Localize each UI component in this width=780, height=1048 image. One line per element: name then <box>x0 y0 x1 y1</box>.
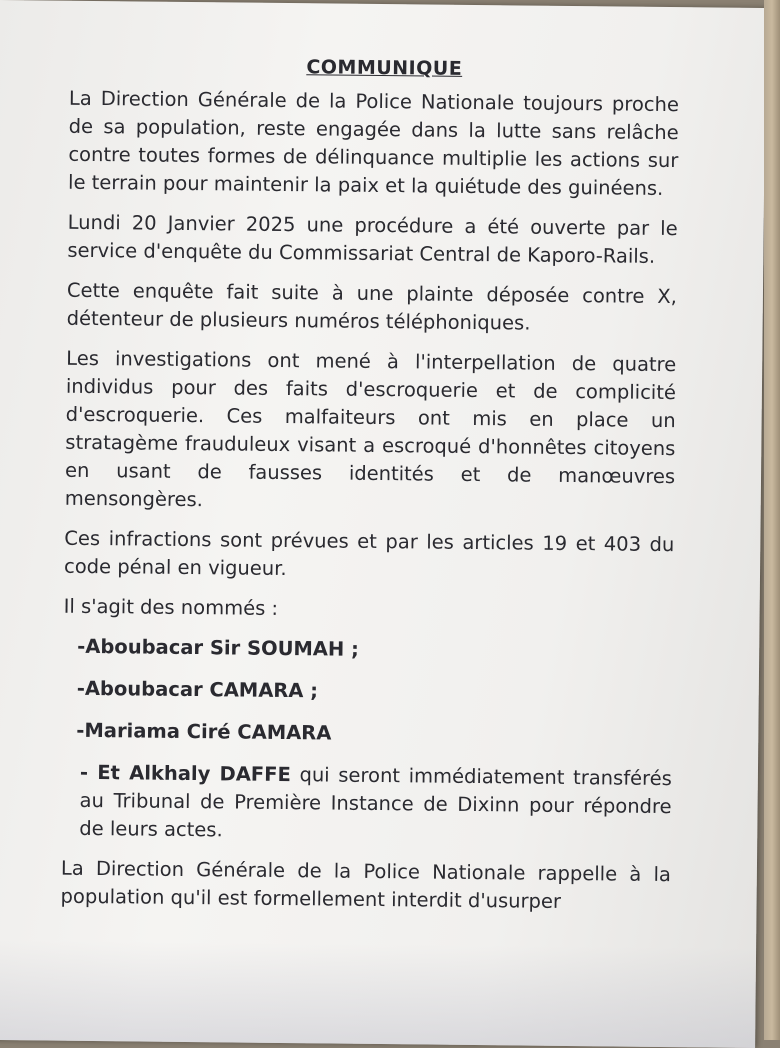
paragraph-investigation: Les investigations ont mené à l'interpellation de quatre individus pour des faits d'escroquerie et de complicité d'escroquerie. Ces malfaiteurs ont mis en place un stratagème frauduleux visant a escroqué d'honnêtes citoyens en usant de fausses identités et de manœuvres mensongères. <box>64 346 677 512</box>
document-title: COMMUNIQUE <box>306 56 463 80</box>
paragraph-intro: La Direction Générale de la Police Nationale toujours proche de sa population, reste engagée dans la lutte sans relâche contre toutes formes de délinquance multiplie les actions sur le terrain pour maintenir la paix et la quiétude des guinéens. <box>67 86 680 200</box>
suspect-1: -Aboubacar Sir SOUMAH ; <box>77 634 359 661</box>
suspect-2: -Aboubacar CAMARA ; <box>76 676 319 703</box>
suspect-4: - Et Alkhaly DAFFE <box>79 760 291 787</box>
paragraph-procedure: Lundi 20 Janvier 2025 une procédure a été ouverte par le service d'enquête du Commissariat Central de Kaporo-Rails. <box>67 210 678 268</box>
background-edge <box>764 0 780 1040</box>
suspect-3: -Mariama Ciré CAMARA <box>76 718 332 745</box>
paragraph-articles: Ces infractions sont prévues et par les articles 19 et 403 du code pénal en vigueur. <box>63 526 675 581</box>
paragraph-transfer <box>79 759 672 849</box>
document-body <box>60 51 679 929</box>
page-shadow <box>0 940 756 1048</box>
paragraph-closing: La Direction Générale de la Police Nationale rappelle à la population qu'il est formellement interdit d'usurper <box>60 856 671 913</box>
paragraph-names-intro: Il s'agit des nommés : <box>63 594 279 620</box>
paragraph-complaint: Cette enquête fait suite à une plainte déposée contre X, détenteur de plusieurs numéros téléphoniques. <box>66 278 678 335</box>
transfer-text: qui seront immédiatement transférés au Tribunal de Première Instance de Dixinn pour répondre de leurs actes. <box>79 763 672 842</box>
